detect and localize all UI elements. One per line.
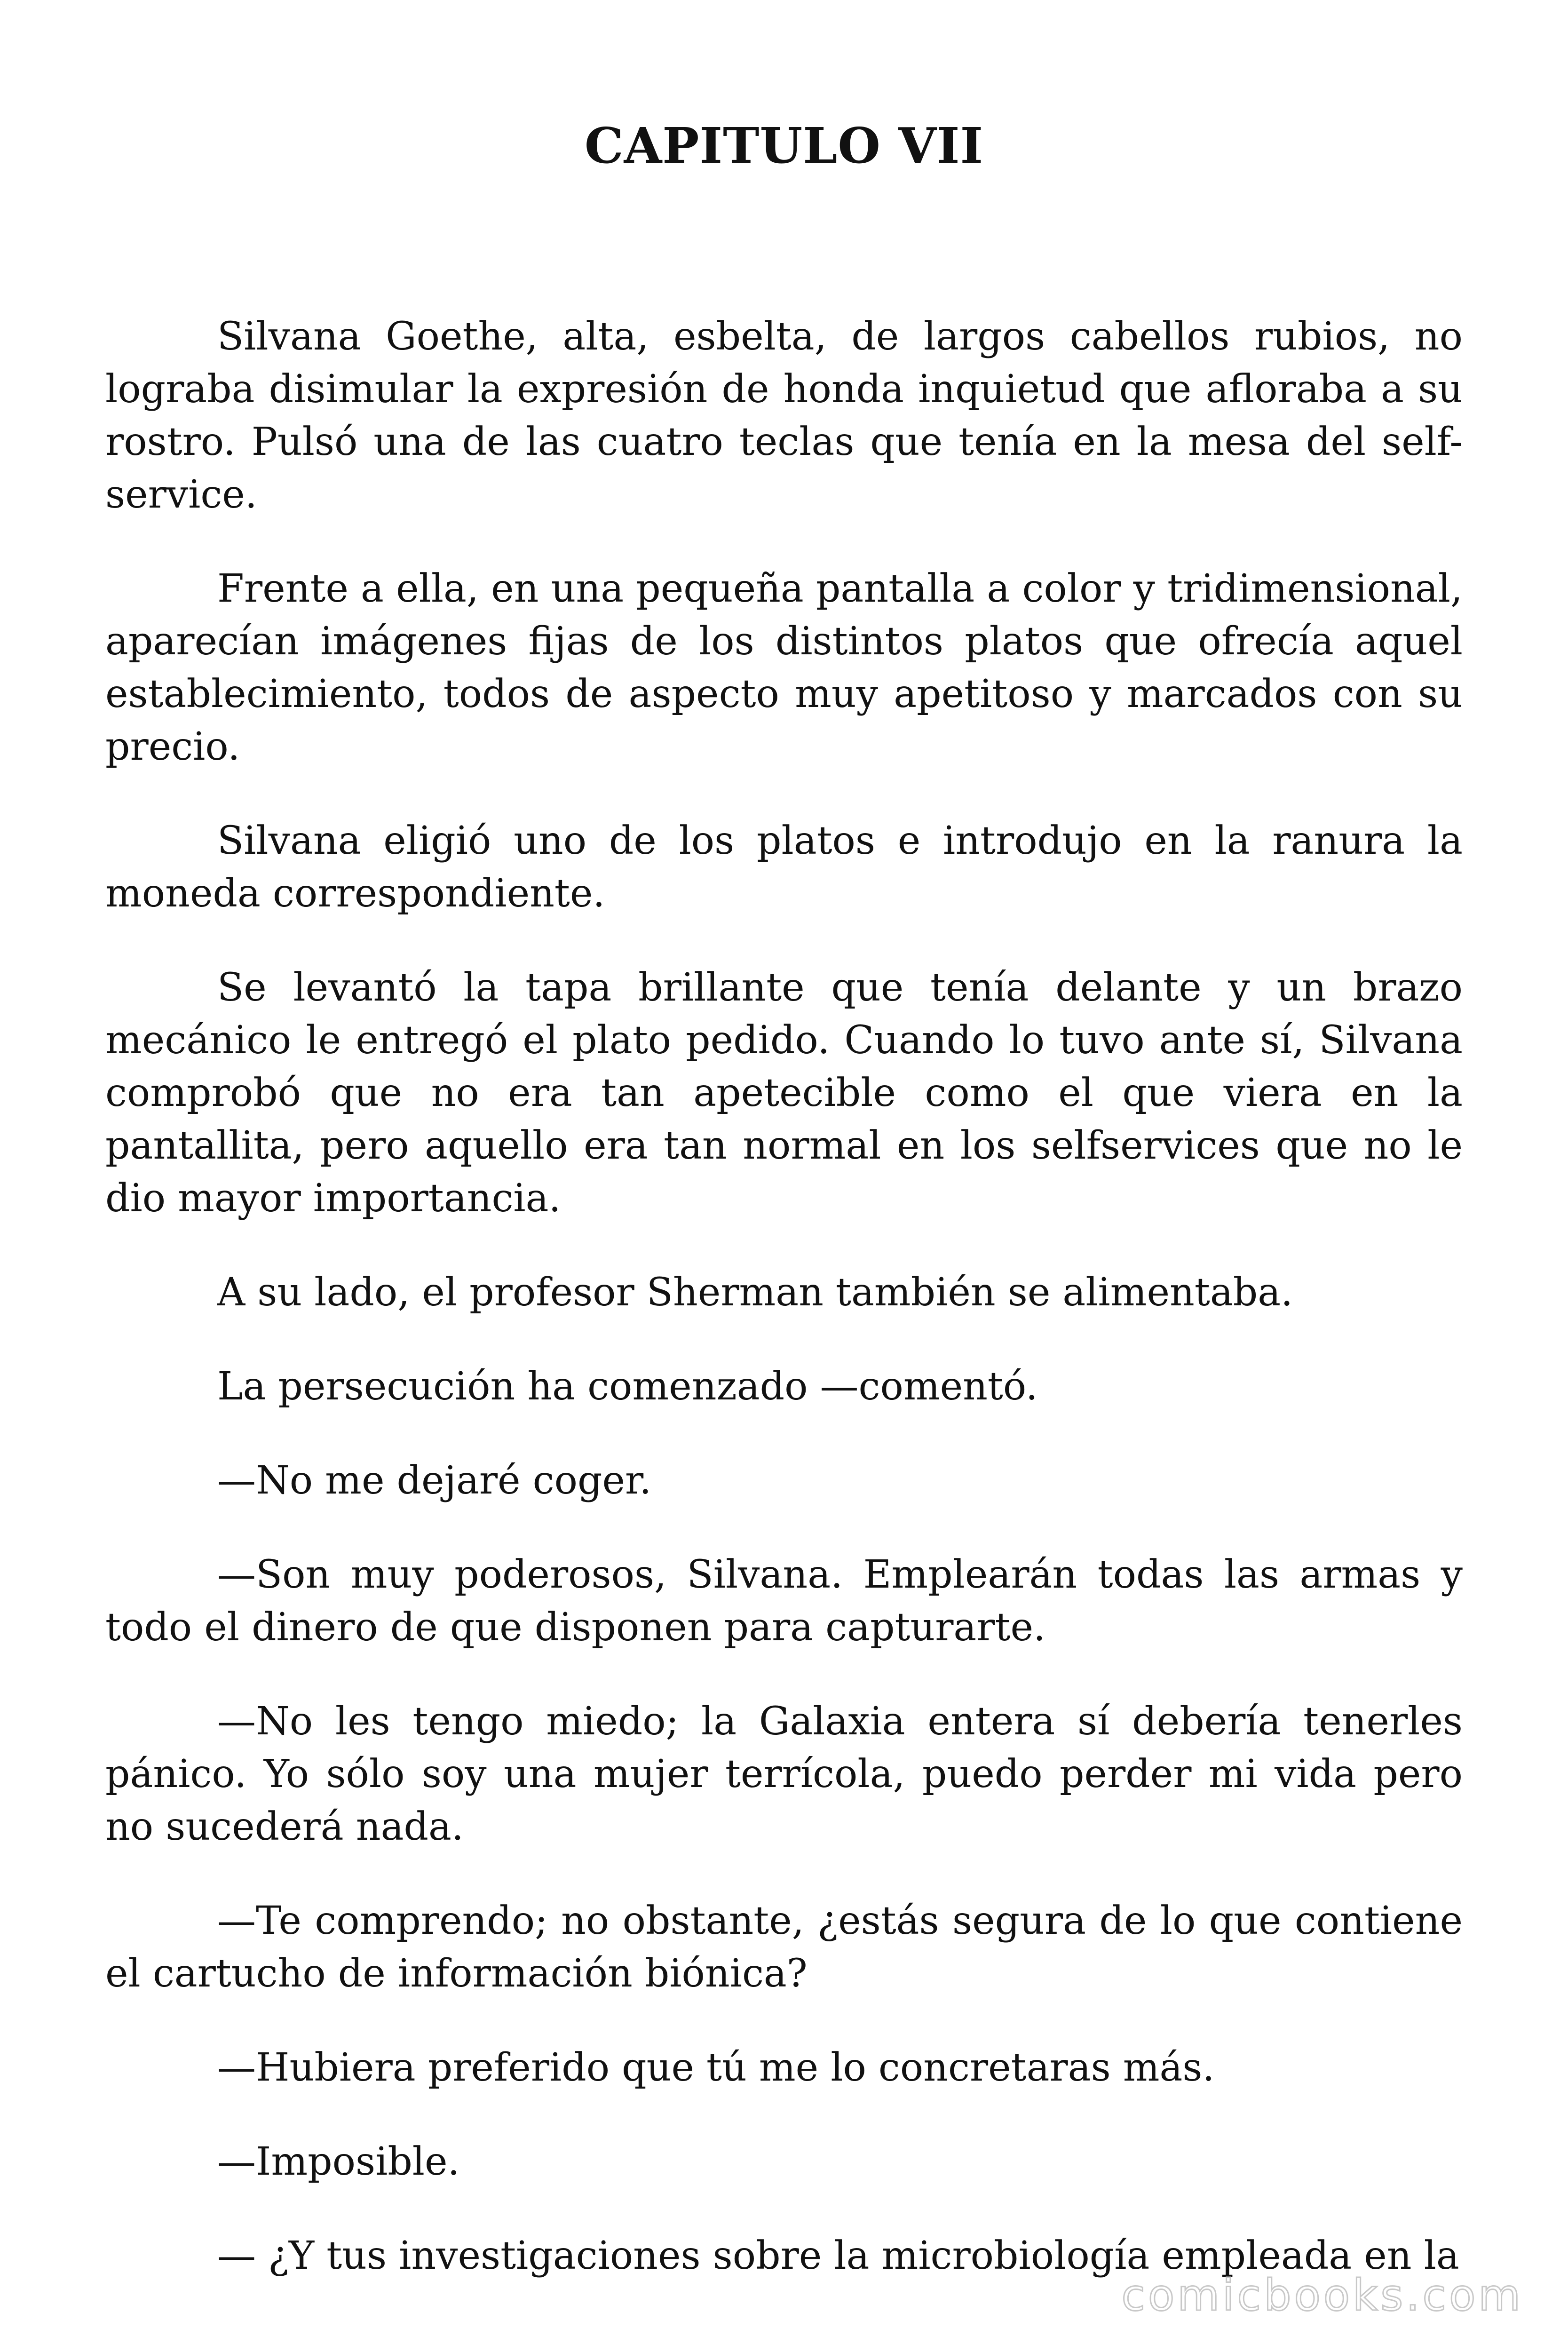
paragraph: —Imposible. [217,2139,460,2184]
paragraph: La persecución ha comenzado —comentó. [217,1364,1038,1409]
paragraph: Se levantó la tapa brillante que tenía delante y un brazo mecánico le entregó el plato pedido. Cuando lo tuvo ante sí, Silvana comprobó que no era tan apetecible como el que viera en la pantallita, pero aquello era tan normal en los selfservices que no le dio mayor importancia. [105,965,1463,1221]
paragraph: Frente a ella, en una pequeña pantalla a color y tridimensional, aparecían imágenes fijas de los distintos platos que ofrecía aquel establecimiento, todos de aspecto muy apetitoso y marcados con su precio. [105,566,1463,769]
paragraph: —Hubiera preferido que tú me lo concretaras más. [217,2045,1215,2090]
paragraph: Silvana Goethe, alta, esbelta, de largos cabellos rubios, no lograba disimular la expresión de honda inquietud que afloraba a su rostro. Pulsó una de las cuatro teclas que tenía en la mesa del self-service. [105,314,1463,517]
chapter-title: CAPITULO VII [584,117,984,175]
paragraph: —No les tengo miedo; la Galaxia entera sí debería tenerles pánico. Yo sólo soy una mujer terrícola, puedo perder mi vida pero no sucederá nada. [105,1699,1463,1849]
paragraph: — ¿Y tus investigaciones sobre la microbiología empleada en la [217,2233,1459,2278]
chapter-body [105,310,1463,2324]
paragraph: Silvana eligió uno de los platos e introdujo en la ranura la moneda correspondiente. [105,818,1463,916]
paragraph: A su lado, el profesor Sherman también se alimentaba. [217,1270,1293,1315]
paragraph: —No me dejaré coger. [217,1458,652,1503]
watermark: comicbooks.com [1121,2270,1523,2320]
paragraph: —Te comprendo; no obstante, ¿estás segura de lo que contiene el cartucho de información biónica? [105,1899,1463,1996]
paragraph: —Son muy poderosos, Silvana. Emplearán todas las armas y todo el dinero de que disponen para capturarte. [105,1552,1463,1650]
